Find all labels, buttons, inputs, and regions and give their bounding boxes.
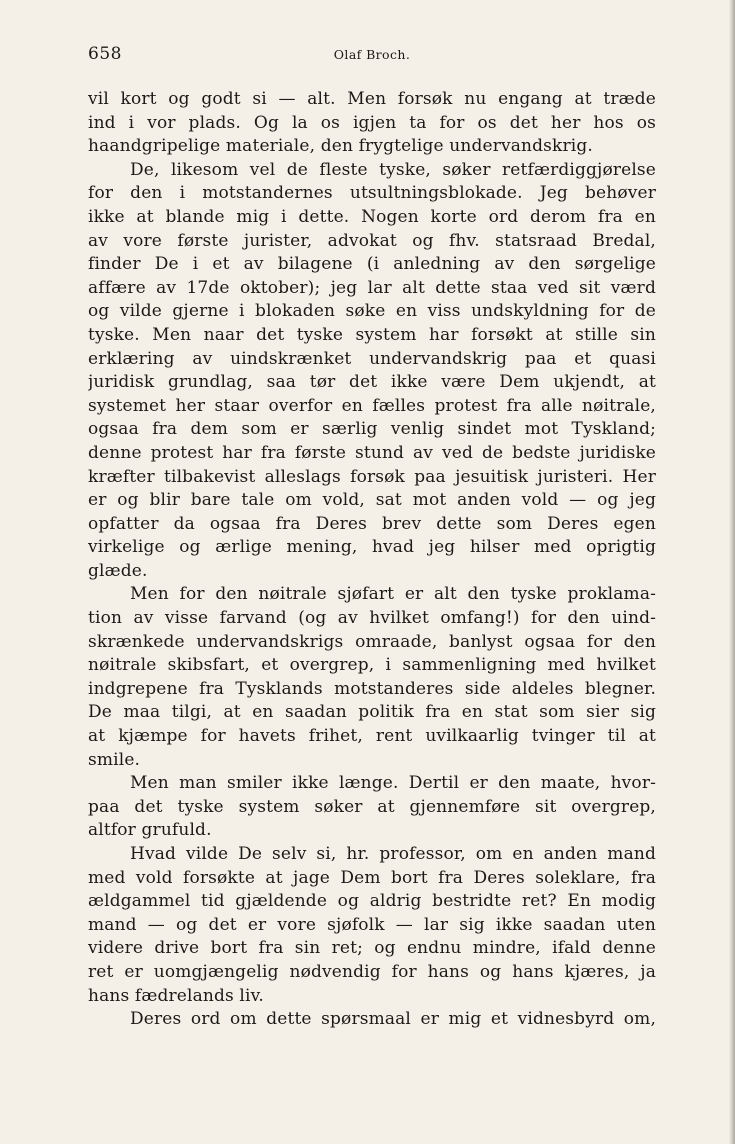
text-line: De, likesom vel de fleste tyske, søker retfærdiggjørelse xyxy=(130,159,656,180)
text-line: indgrepene fra Tysklands motstanderes side aldeles blegner. xyxy=(88,678,656,699)
text-line: Deres ord om dette spørsmaal er mig et vidnesbyrd om, xyxy=(130,1009,656,1030)
text-line: ind i vor plads. Og la os igjen ta for os det her hos os xyxy=(88,112,656,133)
text-line: av vore første jurister, advokat og fhv. statsraad Bredal, xyxy=(88,230,656,251)
page-edge-shadow xyxy=(729,0,735,1144)
running-head: Olaf Broch. xyxy=(333,47,411,62)
text-line: ogsaa fra dem som er særlig venlig sindet mot Tyskland; xyxy=(88,419,656,440)
text-line: nøitrale skibsfart, et overgrep, i sammenligning med hvilket xyxy=(88,655,656,676)
text-line: er og blir bare tale om vold, sat mot anden vold — og jeg xyxy=(88,490,656,511)
text-line: at kjæmpe for havets frihet, rent uvilkaarlig tvinger til at xyxy=(88,726,656,747)
text-line: for den i motstandernes utsultningsblokade. Jeg behøver xyxy=(88,183,656,204)
text-line: med vold forsøkte at jage Dem bort fra Deres soleklare, fra xyxy=(88,867,656,888)
text-line: kræfter tilbakevist alleslags forsøk paa jesuitisk juristeri. Her xyxy=(88,466,656,487)
text-line: finder De i et av bilagene (i anledning av den sørgelige xyxy=(88,254,656,275)
text-line: ikke at blande mig i dette. Nogen korte ord derom fra en xyxy=(88,206,656,227)
text-line: smile. xyxy=(88,749,141,770)
page-header xyxy=(88,44,656,68)
text-line: affære av 17de oktober); jeg lar alt dette staa ved sit værd xyxy=(88,277,656,298)
text-line: haandgripelige materiale, den frygtelige undervandskrig. xyxy=(88,136,593,157)
page-number: 658 xyxy=(88,44,122,64)
text-line: ældgammel tid gjældende og aldrig bestridte ret? En modig xyxy=(88,891,656,912)
text-line: erklæring av uindskrænket undervandskrig paa et quasi xyxy=(88,348,656,369)
text-line: tyske. Men naar det tyske system har forsøkt at stille sin xyxy=(88,324,656,345)
text-line: hans fædrelands liv. xyxy=(88,985,264,1006)
text-line: mand — og det er vore sjøfolk — lar sig ikke saadan uten xyxy=(88,914,656,935)
text-line: vil kort og godt si — alt. Men forsøk nu engang at træde xyxy=(88,89,656,109)
body-text xyxy=(88,88,656,1032)
text-line: paa det tyske system søker at gjennemføre sit overgrep, xyxy=(88,796,656,817)
text-line: glæde. xyxy=(88,560,148,581)
text-line: Men man smiler ikke længe. Dertil er den maate, hvor- xyxy=(130,773,656,794)
text-line: og vilde gjerne i blokaden søke en viss undskyldning for de xyxy=(88,301,656,322)
text-line: denne protest har fra første stund av ved de bedste juridiske xyxy=(88,442,656,463)
text-line: tion av visse farvand (og av hvilket omfang!) for den uind- xyxy=(88,608,656,629)
text-line: virkelige og ærlige mening, hvad jeg hilser med oprigtig xyxy=(88,537,656,558)
text-line: systemet her staar overfor en fælles protest fra alle nøitrale, xyxy=(88,395,656,416)
text-line: videre drive bort fra sin ret; og endnu mindre, ifald denne xyxy=(88,938,656,959)
text-line: altfor grufuld. xyxy=(88,820,212,841)
text-line: skrænkede undervandskrigs omraade, banlyst ogsaa for den xyxy=(88,631,656,652)
text-line: Men for den nøitrale sjøfart er alt den tyske proklama- xyxy=(130,584,656,605)
text-line: opfatter da ogsaa fra Deres brev dette som Deres egen xyxy=(88,513,656,534)
text-line: Hvad vilde De selv si, hr. professor, om en anden mand xyxy=(130,844,656,864)
text-line: juridisk grundlag, saa tør det ikke være Dem ukjendt, at xyxy=(88,372,656,393)
text-line: ret er uomgjængelig nødvendig for hans og hans kjæres, ja xyxy=(88,961,656,982)
text-line: De maa tilgi, at en saadan politik fra en stat som sier sig xyxy=(88,702,656,723)
